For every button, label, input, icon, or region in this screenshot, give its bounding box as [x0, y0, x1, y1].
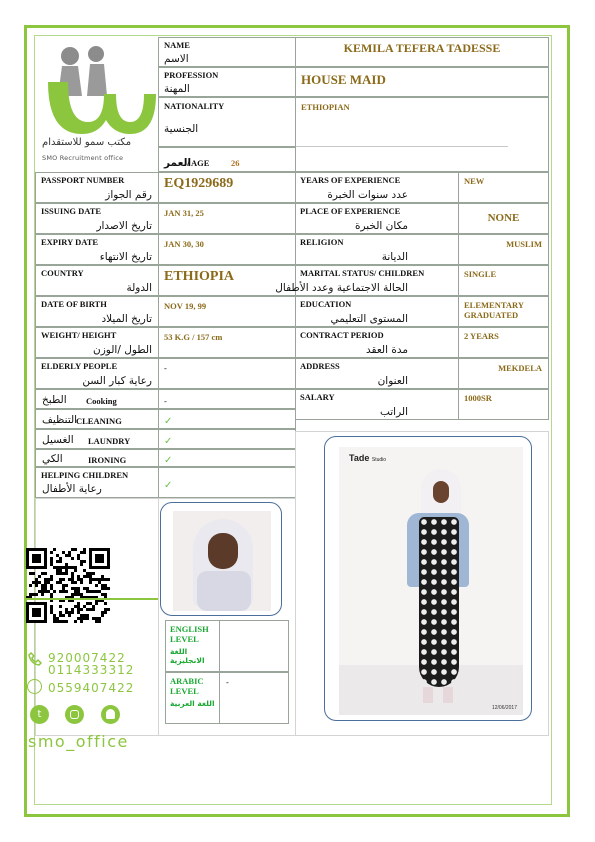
- field-label: DATE OF BIRTH: [41, 299, 107, 309]
- smo-logo-mark-icon: [40, 42, 158, 142]
- nationality-value-cell: [295, 97, 549, 172]
- whatsapp-number: 0559407422: [48, 681, 135, 695]
- field-label-ar: مكان الخبرة: [354, 220, 408, 232]
- field-label-ar: تاريخ الانتهاء: [99, 251, 152, 263]
- phone-icon: [28, 652, 42, 666]
- field-value-cell: [458, 172, 549, 203]
- age-label-ar: العمر: [164, 157, 192, 169]
- field-value-cell: [158, 234, 296, 265]
- field-label: PASSPORT NUMBER: [41, 175, 125, 185]
- field-label-ar: مدة العقد: [366, 344, 408, 356]
- field-label-cell: [35, 265, 159, 296]
- skill-label-ar: الكي: [42, 453, 63, 465]
- skill-label-cell: [35, 389, 159, 409]
- language-label: ARABIC LEVEL: [170, 676, 204, 696]
- age-value: 26: [231, 158, 240, 168]
- social-handle: smo_office: [28, 732, 129, 751]
- field-label: COUNTRY: [41, 268, 84, 278]
- skill-value-cell: [158, 409, 296, 429]
- field-label-ar: عدد سنوات الخبرة: [327, 189, 408, 201]
- language-label-ar: اللغة العربية: [170, 699, 215, 708]
- field-label-ar: العنوان: [377, 375, 408, 387]
- field-label: YEARS OF EXPERIENCE: [300, 175, 401, 185]
- name-label-cell: [158, 37, 296, 67]
- phone-number-2: 0114333312: [48, 663, 135, 677]
- skill-label-cell: [35, 429, 159, 449]
- field-label: ADDRESS: [300, 361, 340, 371]
- field-label: CONTRACT PERIOD: [300, 330, 384, 340]
- whatsapp-icon: [27, 679, 42, 694]
- name-value-cell: [295, 37, 549, 67]
- skill-value-cell: [158, 429, 296, 449]
- check-icon: ✓: [164, 455, 173, 466]
- check-icon: ✓: [164, 479, 173, 491]
- field-value-cell: [158, 327, 296, 358]
- field-label-cell: [35, 203, 159, 234]
- name-label: NAME: [164, 40, 190, 50]
- field-label-cell: [295, 358, 459, 389]
- field-value: JAN 30, 30: [164, 239, 204, 249]
- skill-value-cell: [158, 389, 296, 409]
- skill-label: LAUNDRY: [88, 436, 131, 446]
- field-value-cell: [458, 296, 549, 327]
- field-label-cell: [35, 234, 159, 265]
- check-icon: ✓: [164, 436, 173, 447]
- skill-label: Cooking: [86, 396, 117, 406]
- field-label: EDUCATION: [300, 299, 352, 309]
- nationality-value: ETHIOPIAN: [301, 102, 350, 112]
- nationality-label-ar: الجنسية: [164, 123, 199, 135]
- field-value: JAN 31, 25: [164, 208, 204, 218]
- field-label-cell: [35, 296, 159, 327]
- field-label-cell: [295, 234, 459, 265]
- field-value: NEW: [464, 176, 485, 186]
- age-label-cell: [158, 147, 296, 172]
- nationality-label-cell: [158, 97, 296, 147]
- field-label-ar: رقم الجواز: [105, 189, 152, 201]
- field-label-cell: [295, 172, 459, 203]
- agency-logo: [40, 42, 158, 172]
- skill-label-ar: الطبخ: [42, 394, 67, 406]
- field-value-cell: [458, 358, 549, 389]
- field-value-cell: [458, 327, 549, 358]
- field-value: 53 K.G / 157 cm: [164, 332, 223, 342]
- field-value: ETHIOPIA: [164, 269, 235, 284]
- field-value: -: [164, 363, 167, 373]
- field-value: MUSLIM: [506, 239, 542, 249]
- nationality-label: NATIONALITY: [164, 101, 225, 111]
- field-value-cell: [158, 296, 296, 327]
- skill-label: CLEANING: [76, 416, 122, 426]
- field-value-cell: [458, 389, 549, 420]
- check-icon: ✓: [164, 416, 173, 427]
- field-value: ELEMENTARY GRADUATED: [464, 300, 524, 320]
- field-label-ar: المستوى التعليمي: [330, 313, 408, 325]
- logo-name-en: SMO Recruitment office: [42, 154, 124, 162]
- profession-value-cell: [295, 67, 549, 97]
- language-label-ar: اللغة الانجليزية: [170, 647, 205, 665]
- studio-logo: Tade Studio: [349, 453, 387, 463]
- field-label-cell: [35, 172, 159, 203]
- field-label-cell: [295, 389, 459, 420]
- photo-area: [295, 431, 549, 736]
- name-label-ar: الاسم: [164, 53, 189, 65]
- skill-label: HELPING CHILDREN: [41, 470, 129, 480]
- field-value-cell: [458, 234, 549, 265]
- skill-label-cell: [35, 409, 159, 429]
- instagram-icon[interactable]: [65, 705, 84, 724]
- language-label: ENGLISH LEVEL: [170, 624, 209, 644]
- contact-divider: [24, 598, 158, 600]
- field-value-cell: [158, 172, 296, 203]
- field-value: 2 YEARS: [464, 331, 499, 341]
- skill-label-ar: التنظيف: [42, 414, 78, 426]
- logo-name-ar: مكتب سمو للاستقدام: [42, 137, 132, 148]
- field-value-cell: [158, 358, 296, 389]
- field-value: NOV 19, 99: [164, 301, 207, 311]
- photo-date: 12/06/2017: [491, 705, 517, 711]
- field-label: EXPIRY DATE: [41, 237, 99, 247]
- field-value: 1000SR: [464, 393, 492, 403]
- field-value: SINGLE: [464, 269, 497, 279]
- field-label-cell: [295, 327, 459, 358]
- twitter-icon[interactable]: t: [30, 705, 49, 724]
- field-label-cell: [295, 203, 459, 234]
- field-label: ELDERLY PEOPLE: [41, 361, 118, 371]
- field-label: RELIGION: [300, 237, 344, 247]
- profession-value: HOUSE MAID: [301, 72, 386, 87]
- field-value: MEKDELA: [498, 363, 542, 373]
- skill-label-ar: رعاية الأطفال: [42, 483, 102, 495]
- age-label: / AGE: [187, 158, 210, 168]
- profession-label-ar: المهنة: [164, 83, 190, 95]
- field-label-cell: [295, 296, 459, 327]
- field-label-ar: تاريخ الميلاد: [101, 313, 152, 325]
- field-value-cell: [158, 203, 296, 234]
- skill-value: -: [164, 396, 167, 406]
- snapchat-icon[interactable]: [101, 705, 120, 724]
- skill-label-cell: [35, 449, 159, 467]
- skill-label-ar: الغسيل: [42, 434, 74, 446]
- skill-label: IRONING: [88, 455, 127, 465]
- field-label-ar: الديانة: [381, 251, 408, 263]
- skill-value-cell: [158, 467, 296, 498]
- portrait-area: [158, 498, 296, 736]
- field-value-cell: [458, 203, 549, 234]
- field-label-cell: [275, 265, 459, 296]
- field-label-ar: تاريخ الاصدار: [96, 220, 152, 232]
- field-label: MARITAL STATUS/ CHILDREN: [300, 268, 425, 278]
- field-label-ar: الحالة الاجتماعية وعدد الأطفال: [275, 282, 408, 294]
- field-label: ISSUING DATE: [41, 206, 102, 216]
- field-label-cell: [35, 327, 159, 358]
- field-label-ar: الراتب: [379, 406, 408, 418]
- field-value-cell: [458, 265, 549, 296]
- name-value: KEMILA TEFERA TADESSE: [343, 41, 501, 55]
- field-value: EQ1929689: [164, 176, 234, 191]
- field-label: PLACE OF EXPERIENCE: [300, 206, 401, 216]
- phone-number-1: 920007422: [48, 651, 126, 665]
- field-label-ar: رعاية كبار السن: [82, 375, 152, 387]
- field-label-cell: [35, 358, 159, 389]
- qr-code-icon: [26, 548, 112, 622]
- skill-label-cell: [35, 467, 159, 498]
- field-value: NONE: [487, 212, 520, 224]
- field-label: SALARY: [300, 392, 335, 402]
- language-value: -: [226, 677, 229, 687]
- field-label-ar: الدولة: [126, 282, 152, 294]
- field-label-ar: الطول /الوزن: [93, 344, 152, 356]
- profession-label-cell: [158, 67, 296, 97]
- skill-value-cell: [158, 449, 296, 467]
- field-label: WEIGHT/ HEIGHT: [41, 330, 117, 340]
- profession-label: PROFESSION: [164, 70, 219, 80]
